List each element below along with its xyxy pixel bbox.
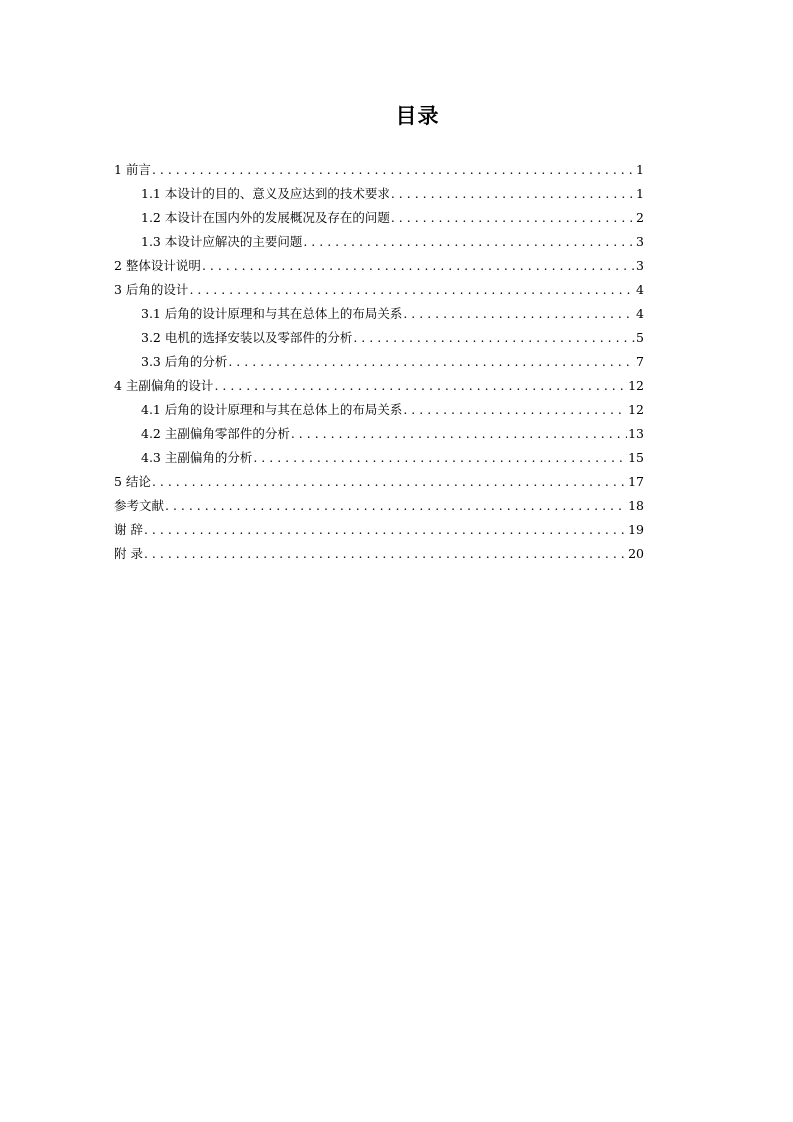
dot-leader xyxy=(152,158,635,182)
toc-entry-label: 4 主副偏角的设计 xyxy=(114,378,214,393)
toc-entry-label: 3.2 电机的选择安装以及零部件的分析 xyxy=(141,330,353,345)
toc-entry[interactable] xyxy=(114,494,644,518)
toc-entry[interactable] xyxy=(114,350,644,374)
toc-entry-page-number: 7 xyxy=(636,354,644,369)
toc-entry-page-number: 1 xyxy=(636,186,644,201)
toc-entry-label: 附 录 xyxy=(114,546,143,561)
toc-entry-page-number: 12 xyxy=(628,402,644,417)
toc-entry[interactable] xyxy=(114,254,644,278)
dot-leader xyxy=(144,518,627,542)
page-title: 目录 xyxy=(395,103,440,128)
dot-leader xyxy=(391,206,635,230)
dot-leader xyxy=(214,374,627,398)
toc-entry-page-number: 2 xyxy=(636,210,644,225)
toc-entry-page-number: 20 xyxy=(628,546,644,561)
toc-entry-label: 1.3 本设计应解决的主要问题 xyxy=(141,234,303,249)
dot-leader xyxy=(353,326,635,350)
toc-entry-page-number: 3 xyxy=(636,234,644,249)
toc-entry[interactable] xyxy=(114,446,644,470)
toc-entry-page-number: 12 xyxy=(628,378,644,393)
toc-entry[interactable] xyxy=(114,518,644,542)
dot-leader xyxy=(152,470,627,494)
dot-leader xyxy=(291,422,627,446)
toc-entry[interactable] xyxy=(114,182,644,206)
toc-entry-label: 谢 辞 xyxy=(114,522,143,537)
toc-entry[interactable] xyxy=(114,422,644,446)
dot-leader xyxy=(228,350,635,374)
toc-entry-label: 5 结论 xyxy=(114,474,151,489)
toc-entry-label: 4.2 主副偏角零部件的分析 xyxy=(141,426,290,441)
dot-leader xyxy=(391,182,635,206)
toc-entry-page-number: 1 xyxy=(636,162,644,177)
toc-entry[interactable] xyxy=(114,398,644,422)
dot-leader xyxy=(403,302,635,326)
toc-entry-label: 1.2 本设计在国内外的发展概况及存在的问题 xyxy=(141,210,390,225)
toc-entry-label: 1.1 本设计的目的、意义及应达到的技术要求 xyxy=(141,186,390,201)
toc-entry-label: 2 整体设计说明 xyxy=(114,258,201,273)
toc-entry[interactable] xyxy=(114,470,644,494)
toc-entry[interactable] xyxy=(114,158,644,182)
toc-entry[interactable] xyxy=(114,302,644,326)
toc-entry[interactable] xyxy=(114,206,644,230)
toc-entry-label: 1 前言 xyxy=(114,162,151,177)
toc-entry[interactable] xyxy=(114,326,644,350)
toc-entry[interactable] xyxy=(114,230,644,254)
dot-leader xyxy=(303,230,635,254)
toc-entry-page-number: 13 xyxy=(628,426,644,441)
toc-entry-label: 3.1 后角的设计原理和与其在总体上的布局关系 xyxy=(141,306,403,321)
toc-entry-label: 3 后角的设计 xyxy=(114,282,189,297)
toc-entry-label: 4.1 后角的设计原理和与其在总体上的布局关系 xyxy=(141,402,403,417)
toc-entry-label: 参考文献 xyxy=(114,498,165,513)
toc-entry-page-number: 3 xyxy=(636,258,644,273)
toc-entry-label: 4.3 主副偏角的分析 xyxy=(141,450,253,465)
toc-entry-page-number: 19 xyxy=(628,522,644,537)
toc-entry[interactable] xyxy=(114,278,644,302)
toc-entry-page-number: 4 xyxy=(636,306,644,321)
toc-entry-page-number: 18 xyxy=(628,498,644,513)
dot-leader xyxy=(202,254,635,278)
dot-leader xyxy=(144,542,627,566)
toc-entry-label: 3.3 后角的分析 xyxy=(141,354,228,369)
toc-entry[interactable] xyxy=(114,542,644,566)
dot-leader xyxy=(165,494,627,518)
toc-entry[interactable] xyxy=(114,374,644,398)
toc-entry-page-number: 15 xyxy=(628,450,644,465)
toc-entry-page-number: 4 xyxy=(636,282,644,297)
table-of-contents xyxy=(114,158,644,566)
dot-leader xyxy=(253,446,627,470)
toc-entry-page-number: 17 xyxy=(628,474,644,489)
dot-leader xyxy=(189,278,635,302)
toc-entry-page-number: 5 xyxy=(636,330,644,345)
dot-leader xyxy=(403,398,627,422)
